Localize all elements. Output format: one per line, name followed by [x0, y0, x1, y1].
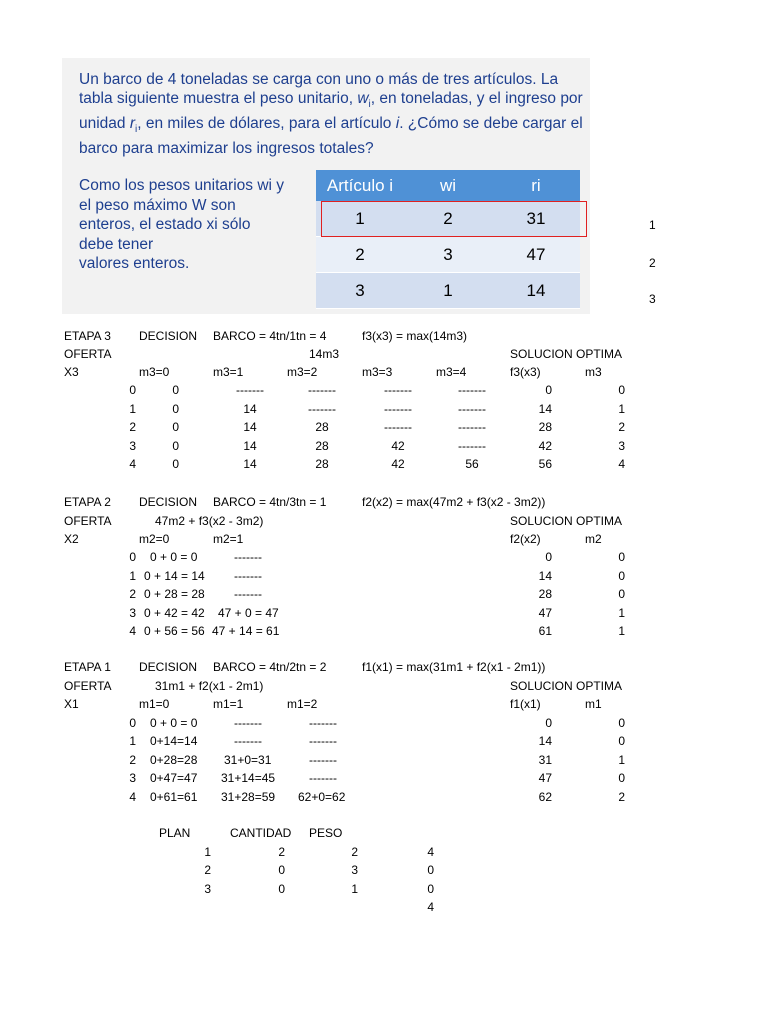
stage-function: f3(x3) = max(14m3) [362, 329, 468, 343]
oferta-label: OFERTA [64, 514, 112, 528]
highlight-box [321, 201, 587, 237]
table-row: 1 2 31 [316, 201, 580, 237]
solucion-optima-label: SOLUCION OPTIMA [510, 514, 623, 528]
column-header: m3=2 [287, 365, 318, 379]
solucion-optima-label: SOLUCION OPTIMA [510, 679, 623, 693]
barco-capacity: BARCO = 4tn/1tn = 4 [213, 329, 327, 343]
decision-label: DECISION [139, 329, 198, 343]
side-number: 3 [649, 292, 656, 306]
column-header: m3=4 [436, 365, 467, 379]
table-row: 2 3 47 [316, 237, 580, 273]
oferta-label: OFERTA [64, 679, 112, 693]
solucion-optima-label: SOLUCION OPTIMA [510, 347, 623, 361]
decision-expression: 31m1 + f2(x1 - 2m1) [155, 679, 264, 693]
state-header: X2 [64, 532, 79, 546]
state-header: X1 [64, 697, 79, 711]
column-header: f1(x1) [510, 697, 541, 711]
side-number: 1 [649, 218, 656, 232]
header-weight: wi [404, 170, 492, 201]
stage-function: f2(x2) = max(47m2 + f3(x2 - 3m2)) [362, 495, 546, 509]
stage-label: ETAPA 3 [64, 329, 111, 343]
stage-label: ETAPA 1 [64, 660, 111, 674]
article-table [316, 170, 580, 309]
column-header: m3=3 [362, 365, 393, 379]
column-header: m2 [585, 532, 602, 546]
column-header: m1=1 [213, 697, 244, 711]
column-header: m2=0 [139, 532, 170, 546]
barco-capacity: BARCO = 4tn/2tn = 2 [213, 660, 327, 674]
column-header: m2=1 [213, 532, 244, 546]
plan-header: PLAN [159, 826, 191, 840]
header-revenue: ri [492, 170, 580, 201]
header-article: Artículo i [316, 170, 404, 201]
side-number: 2 [649, 256, 656, 270]
column-header: m1=0 [139, 697, 170, 711]
column-header: m3=1 [213, 365, 244, 379]
peso-header: PESO [309, 826, 343, 840]
decision-expression: 47m2 + f3(x2 - 3m2) [155, 514, 264, 528]
oferta-label: OFERTA [64, 347, 112, 361]
column-header: m1 [585, 697, 602, 711]
integer-note: Como los pesos unitarios wi y el peso máximo W son enteros, el estado xi sólo debe tener valores enteros. [79, 177, 285, 272]
problem-statement: Un barco de 4 toneladas se carga con uno o más de tres artículos. La tabla siguiente muestra el peso unitario, $w_i$, en toneladas, y el ingreso por unidad $r_i$, en miles de dólares, para el artículo i. ¿Cómo se debe cargar el barco para maximizar los ingresos totales? [79, 71, 583, 158]
state-header: X3 [64, 365, 79, 379]
column-header: m1=2 [287, 697, 318, 711]
problem-image [62, 58, 590, 314]
column-header: m3 [585, 365, 602, 379]
decision-expression: 14m3 [309, 347, 340, 361]
column-header: f3(x3) [510, 365, 541, 379]
decision-label: DECISION [139, 495, 198, 509]
total-weight: 4 [427, 900, 434, 914]
stage-label: ETAPA 2 [64, 495, 111, 509]
column-header: f2(x2) [510, 532, 541, 546]
column-header: m3=0 [139, 365, 170, 379]
stage-function: f1(x1) = max(31m1 + f2(x1 - 2m1)) [362, 660, 546, 674]
table-row: 3 1 14 [316, 273, 580, 309]
barco-capacity: BARCO = 4tn/3tn = 1 [213, 495, 327, 509]
decision-label: DECISION [139, 660, 198, 674]
cantidad-header: CANTIDAD [230, 826, 292, 840]
